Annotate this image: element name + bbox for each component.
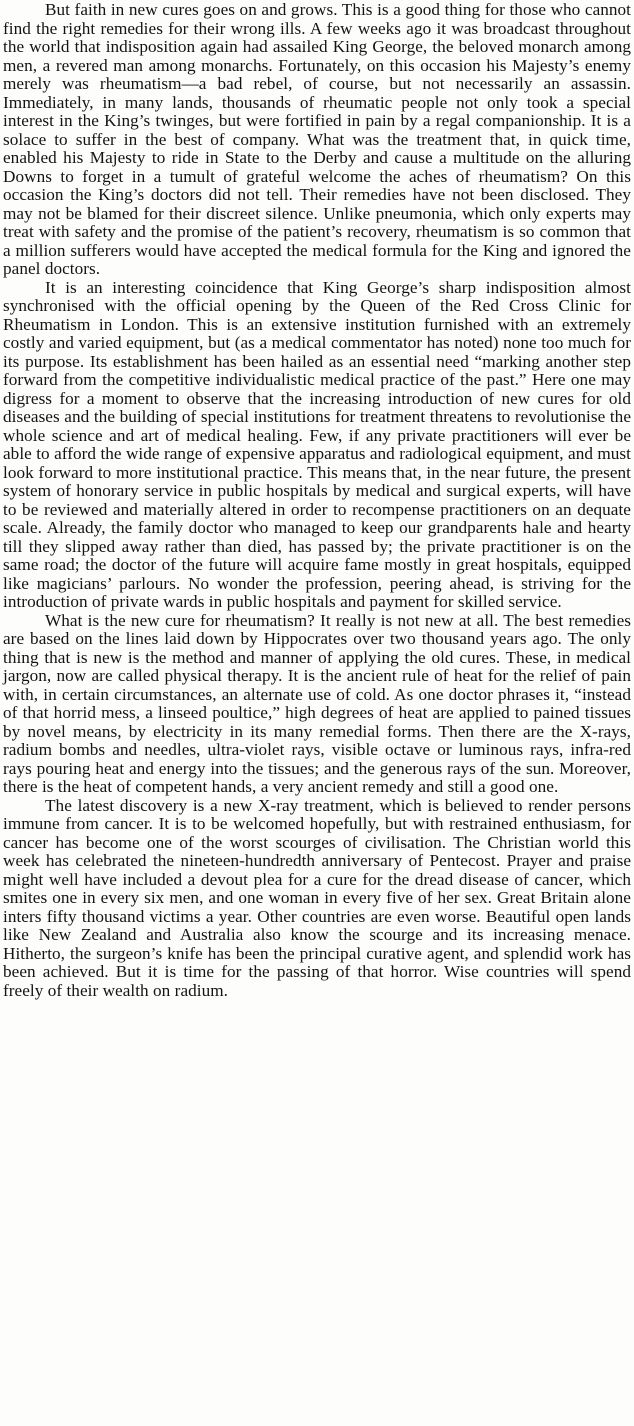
paragraph-faith-in-new-cures: But faith in new cures goes on and grows. This is a good thing for those who cannot find the right remedies for their wrong ills. A few weeks ago it was broadcast throughout the world that indisposition again had assailed King George, the beloved monarch among men, a revered man among monarchs. Fortunately, on this occasion his Majesty’s enemy merely was rheumatism—a bad rebel, of course, but not necessarily an assassin. Immediately, in many lands, thousands of rheumatic people not only took a special interest in the King’s twinges, but were fortified in pain by a regal companionship. It is a solace to suffer in the best of company. What was the treatment that, in quick time, enabled his Majesty to ride in State to the Derby and cause a multitude on the alluring Downs to forget in a tumult of grateful welcome the aches of rheumatism? On this occasion the King’s doctors did not tell. Their remedies have not been disclosed. They may not be blamed for their discreet silence. Unlike pneumonia, which only experts may treat with safety and the promise of the patient’s recovery, rheumatism is so common that a million sufferers would have accepted the medical formula for the King and ignored the panel doctors. — [3, 0, 631, 278]
paragraph-red-cross-clinic: It is an interesting coincidence that King George’s sharp indisposition almost synchronised with the official opening by the Queen of the Red Cross Clinic for Rheumatism in London. This is an extensive institution furnished with an extremely costly and varied equipment, but (as a medical commentator has noted) none too much for its purpose. Its establishment has been hailed as an essential need “marking another step forward from the competitive individualistic medical practice of the past.” Here one may digress for a moment to observe that the increasing introduction of new cures for old diseases and the building of special institutions for treatment threatens to revolutionise the whole science and art of medical healing. Few, if any private practitioners will ever be able to afford the wide range of expensive apparatus and radiological equipment, and must look forward to more institutional practice. This means that, in the near future, the present system of honorary service in public hospitals by medical and surgical experts, will have to be reviewed and materially altered in order to recompense practitioners on an dequate scale. Already, the family doctor who managed to keep our grandparents hale and hearty till they slipped away rather than died, has passed by; the private practitioner is on the same road; the doctor of the future will acquire fame mostly in great hospitals, equipped like magicians’ parlours. No wonder the profession, peering ahead, is striving for the introduction of private wards in public hospitals and payment for skilled service. — [3, 277, 631, 611]
paragraph-new-cure-for-rheumatism: What is the new cure for rheumatism? It really is not new at all. The best remedies are based on the lines laid down by Hippocrates over two thousand years ago. The only thing that is new is the method and manner of applying the old cures. These, in medical jargon, now are called physical therapy. It is the ancient rule of heat for the relief of pain with, in certain circumstances, an alternate use of cold. As one doctor phrases it, “instead of that horrid mess, a linseed poultice,” high degrees of heat are applied to pained tissues by novel means, by electricity in its many remedial forms. Then there are the X-rays, radium bombs and needles, ultra-violet rays, visible octave or luminous rays, infra-red rays pouring heat and energy into the tissues; and the generous rays of the sun. Moreover, there is the heat of competent hands, a very ancient remedy and still a good one. — [3, 610, 631, 796]
paragraph-x-ray-cancer-treatment: The latest discovery is a new X-ray treatment, which is believed to render persons immune from cancer. It is to be welcomed hopefully, but with restrained enthusiasm, for cancer has become one of the worst scourges of civilisation. The Christian world this week has celebrated the nineteen-hundredth anniversary of Pentecost. Prayer and praise might well have included a devout plea for a cure for the dread disease of cancer, which smites one in every six men, and one woman in every five of her sex. Great Britain alone inters fifty thousand victims a year. Other countries are even worse. Beautiful open lands like New Zealand and Australia also know the scourge and its increasing menace. Hitherto, the surgeon’s knife has been the principal curative agent, and splendid work has been achieved. But it is time for the passing of that horror. Wise countries will spend freely of their wealth on radium. — [3, 795, 631, 1000]
